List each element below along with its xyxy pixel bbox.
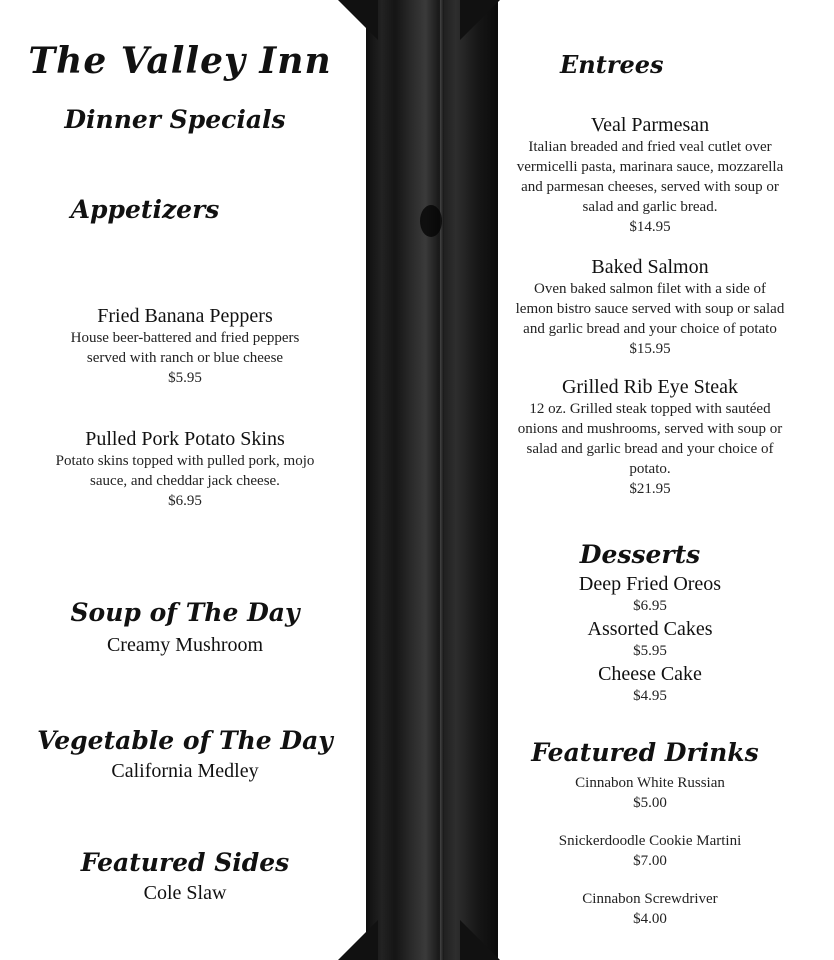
sides-section [0,848,370,905]
appetizer-price: $5.95 [168,370,202,386]
menu-title: The Valley Inn [28,40,332,82]
divider-corner-top-left [338,0,378,40]
entree-desc-line: Oven baked salmon filet with a side of [533,281,767,297]
dessert-name: Deep Fried Oreos [578,573,722,595]
appetizer-desc-line: House beer-battered and fried peppers [70,330,300,346]
sides-value: Cole Slaw [143,882,227,904]
appetizer-desc-line: sauce, and cheddar jack cheese. [90,473,280,489]
dessert-item [486,573,814,616]
sides-heading: Featured Sides [80,848,290,877]
entrees-heading-wrap [560,50,700,79]
entree-item [486,376,814,499]
appetizer-item [0,305,370,388]
drink-item [486,773,814,813]
entree-price: $14.95 [629,219,671,235]
dessert-price: $6.95 [633,598,667,614]
appetizer-name: Pulled Pork Potato Skins [85,428,285,450]
vegetable-value: California Medley [111,760,259,782]
dessert-item [486,663,814,706]
entree-desc-line: lemon bistro sauce served with soup or salad [515,301,785,317]
drink-price: $7.00 [633,853,667,869]
entree-desc-line: salad and garlic bread and your choice of [526,441,774,457]
drinks-section [486,738,814,929]
vegetable-heading: Vegetable of The Day [37,726,333,755]
entree-desc-line: vermicelli pasta, marinara sauce, mozzarella [516,159,784,175]
wood-divider [366,0,498,960]
entree-desc-line: Italian breaded and fried veal cutlet over [528,139,772,155]
wood-knot [420,205,442,237]
entree-price: $21.95 [629,481,671,497]
entree-name: Baked Salmon [591,256,709,278]
appetizer-item [0,428,370,511]
appetizer-desc-line: served with ranch or blue cheese [86,350,284,366]
dessert-price: $5.95 [633,643,667,659]
divider-groove [440,0,444,960]
desserts-section [486,540,814,706]
drinks-heading: Featured Drinks [531,738,759,767]
drink-price: $4.00 [633,911,667,927]
entree-item [486,256,814,359]
entree-desc-line: 12 oz. Grilled steak topped with sautéed [529,401,771,417]
drink-price: $5.00 [633,795,667,811]
entree-desc-line: and parmesan cheeses, served with soup or [521,179,779,195]
appetizers-heading-wrap [0,195,290,224]
entrees-heading: Entrees [560,50,664,79]
drink-name: Cinnabon White Russian [575,775,725,791]
drink-name: Snickerdoodle Cookie Martini [558,833,742,849]
drink-name: Cinnabon Screwdriver [582,891,718,907]
entree-name: Grilled Rib Eye Steak [561,376,739,398]
dessert-name: Assorted Cakes [587,618,713,640]
dessert-name: Cheese Cake [598,663,702,685]
soup-heading: Soup of The Day [70,598,300,627]
soup-value: Creamy Mushroom [106,634,264,656]
soup-section [0,598,370,657]
divider-corner-top-right [460,0,500,40]
entree-desc-line: onions and mushrooms, served with soup or [517,421,783,437]
entree-desc-line: salad and garlic bread. [582,199,718,215]
divider-corner-bottom-left [338,920,378,960]
entree-desc-line: potato. [629,461,671,477]
entree-name: Veal Parmesan [590,114,710,136]
appetizer-desc-line: Potato skins topped with pulled pork, mojo [55,453,315,469]
drink-item [486,889,814,929]
menu-subtitle: Dinner Specials [64,105,286,134]
dessert-item [486,618,814,661]
entree-desc-line: and garlic bread and your choice of potato [523,321,777,337]
entree-price: $15.95 [629,341,671,357]
dessert-price: $4.95 [633,688,667,704]
appetizer-price: $6.95 [168,493,202,509]
appetizers-heading: Appetizers [70,195,220,224]
desserts-heading: Desserts [579,540,701,569]
drink-item [486,831,814,871]
vegetable-section [0,726,370,783]
appetizer-name: Fried Banana Peppers [97,305,273,327]
entree-item [486,114,814,237]
